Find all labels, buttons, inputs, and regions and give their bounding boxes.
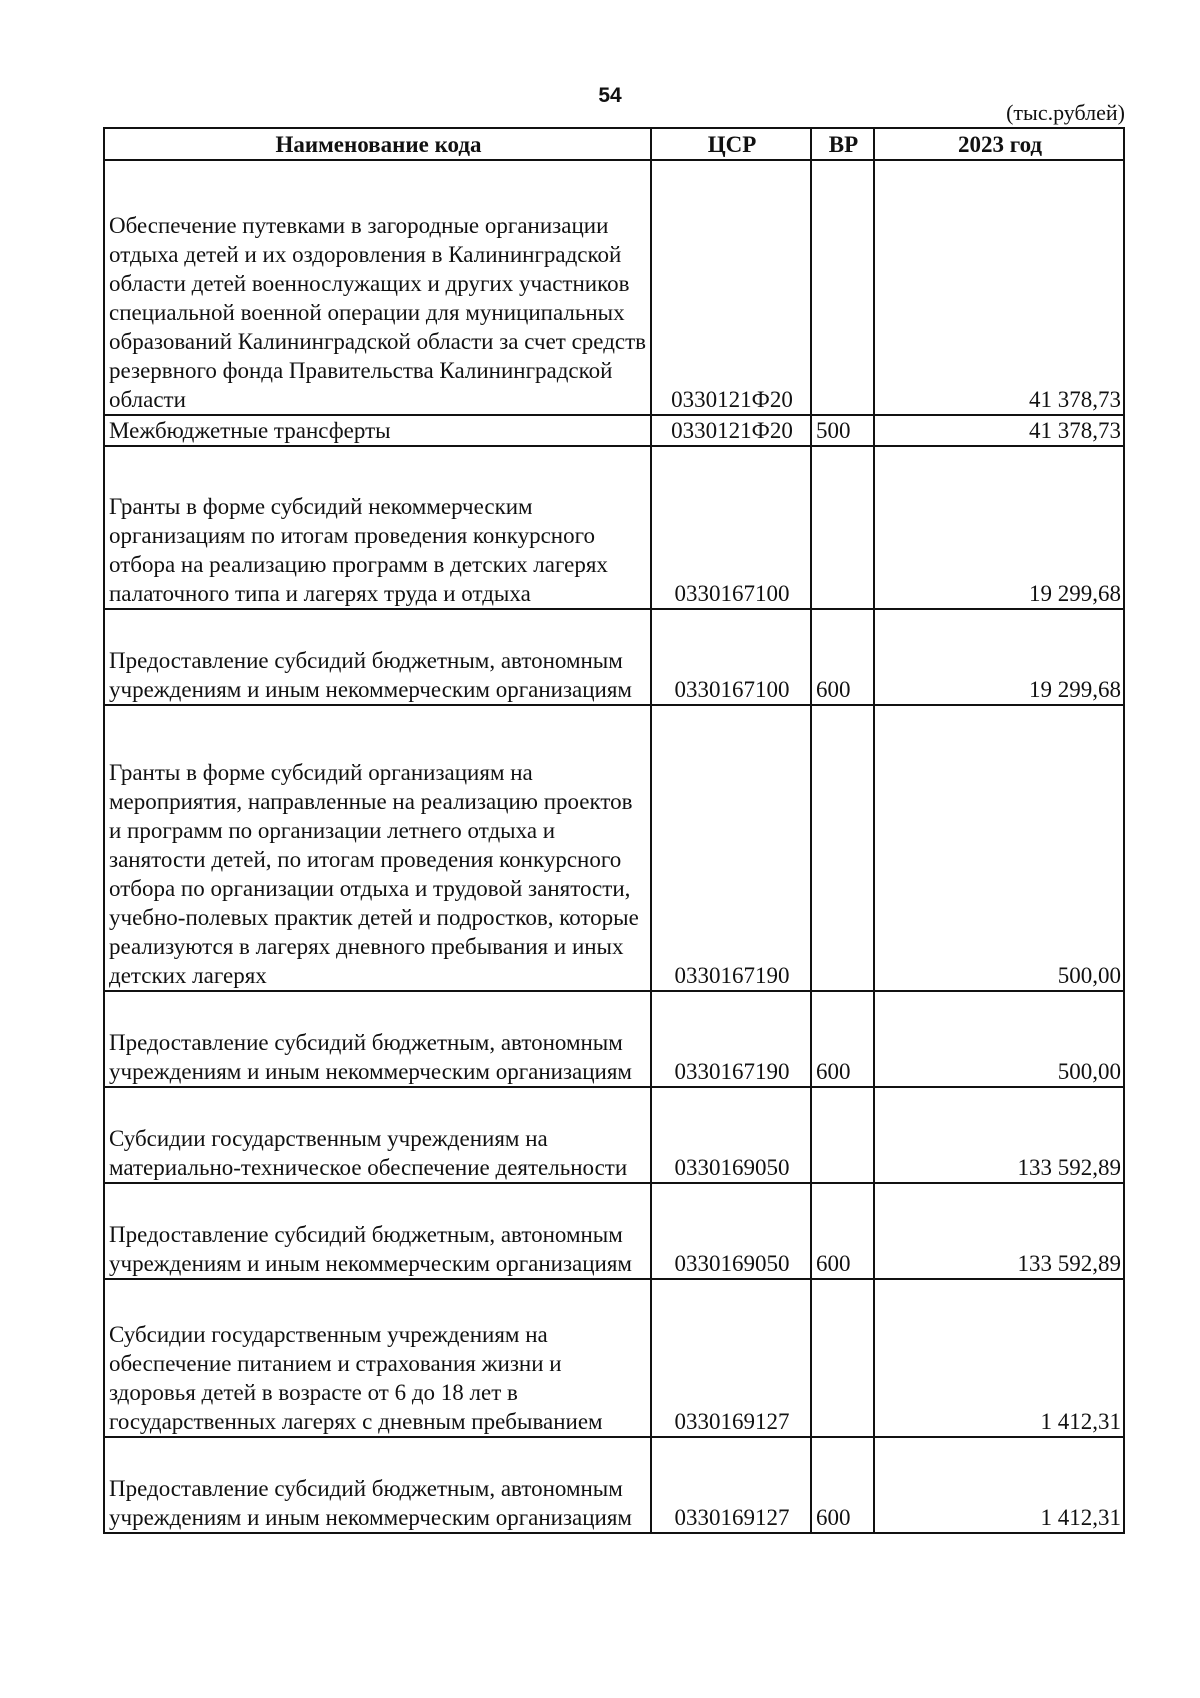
header-csr: ЦСР <box>651 128 811 160</box>
row-name: Предоставление субсидий бюджетным, автономным учреждениям и иным некоммерческим организациям <box>104 1183 651 1279</box>
page-number: 54 <box>598 84 622 107</box>
row-vr: 600 <box>811 1437 874 1533</box>
budget-table <box>103 127 1125 1534</box>
row-name: Субсидии государственным учреждениям на обеспечение питанием и страхования жизни и здоровья детей в возрасте от 6 до 18 лет в государственных лагерях с дневным пребыванием <box>104 1279 651 1437</box>
header-vr: ВР <box>811 128 874 160</box>
row-name: Предоставление субсидий бюджетным, автономным учреждениям и иным некоммерческим организациям <box>104 1437 651 1533</box>
row-amount: 1 412,31 <box>874 1279 1124 1437</box>
table-row <box>104 415 1124 446</box>
table-row <box>104 991 1124 1087</box>
table-row <box>104 1437 1124 1533</box>
table-row <box>104 705 1124 991</box>
row-name: Гранты в форме субсидий организациям на мероприятия, направленные на реализацию проектов и программ по организации летнего отдыха и занятости детей, по итогам проведения конкурсного отбора по организации отдыха и трудовой занятости, учебно-полевых практик детей и подростков, которые реализуются в лагерях дневного пребывания и иных детских лагерях <box>104 705 651 991</box>
row-csr: 0330169127 <box>651 1437 811 1533</box>
row-amount: 500,00 <box>874 991 1124 1087</box>
table-row <box>104 1087 1124 1183</box>
table-row <box>104 160 1124 415</box>
row-csr: 0330167190 <box>651 705 811 991</box>
row-name: Предоставление субсидий бюджетным, автономным учреждениям и иным некоммерческим организациям <box>104 609 651 705</box>
row-vr <box>811 1279 874 1437</box>
table-row <box>104 446 1124 609</box>
row-vr: 600 <box>811 609 874 705</box>
row-csr: 0330121Ф20 <box>651 415 811 446</box>
row-amount: 19 299,68 <box>874 609 1124 705</box>
units-label: (тыс.рублей) <box>1006 100 1125 125</box>
row-csr: 0330169050 <box>651 1183 811 1279</box>
row-csr: 0330167190 <box>651 991 811 1087</box>
row-amount: 133 592,89 <box>874 1183 1124 1279</box>
row-csr: 0330121Ф20 <box>651 160 811 415</box>
row-name: Обеспечение путевками в загородные организации отдыха детей и их оздоровления в Калининградской области детей военнослужащих и других участников специальной военной операции для муниципальных образований Калининградской области за счет средств резервного фонда Правительства Калининградской области <box>104 160 651 415</box>
table-row <box>104 609 1124 705</box>
row-csr: 0330169127 <box>651 1279 811 1437</box>
row-name: Гранты в форме субсидий некоммерческим организациям по итогам проведения конкурсного отбора на реализацию программ в детских лагерях палаточного типа и лагерях труда и отдыха <box>104 446 651 609</box>
row-csr: 0330167100 <box>651 609 811 705</box>
row-vr: 500 <box>811 415 874 446</box>
row-amount: 1 412,31 <box>874 1437 1124 1533</box>
row-vr <box>811 446 874 609</box>
row-vr <box>811 160 874 415</box>
table-row <box>104 1279 1124 1437</box>
row-amount: 500,00 <box>874 705 1124 991</box>
row-name: Межбюджетные трансферты <box>104 415 651 446</box>
row-amount: 133 592,89 <box>874 1087 1124 1183</box>
row-csr: 0330169050 <box>651 1087 811 1183</box>
row-name: Субсидии государственным учреждениям на материально-техническое обеспечение деятельности <box>104 1087 651 1183</box>
row-amount: 41 378,73 <box>874 415 1124 446</box>
row-vr: 600 <box>811 1183 874 1279</box>
header-amount: 2023 год <box>874 128 1124 160</box>
header-name: Наименование кода <box>104 128 651 160</box>
row-amount: 41 378,73 <box>874 160 1124 415</box>
table-header-row <box>104 128 1124 160</box>
row-vr <box>811 1087 874 1183</box>
row-amount: 19 299,68 <box>874 446 1124 609</box>
row-csr: 0330167100 <box>651 446 811 609</box>
row-name: Предоставление субсидий бюджетным, автономным учреждениям и иным некоммерческим организациям <box>104 991 651 1087</box>
table-row <box>104 1183 1124 1279</box>
row-vr: 600 <box>811 991 874 1087</box>
row-vr <box>811 705 874 991</box>
